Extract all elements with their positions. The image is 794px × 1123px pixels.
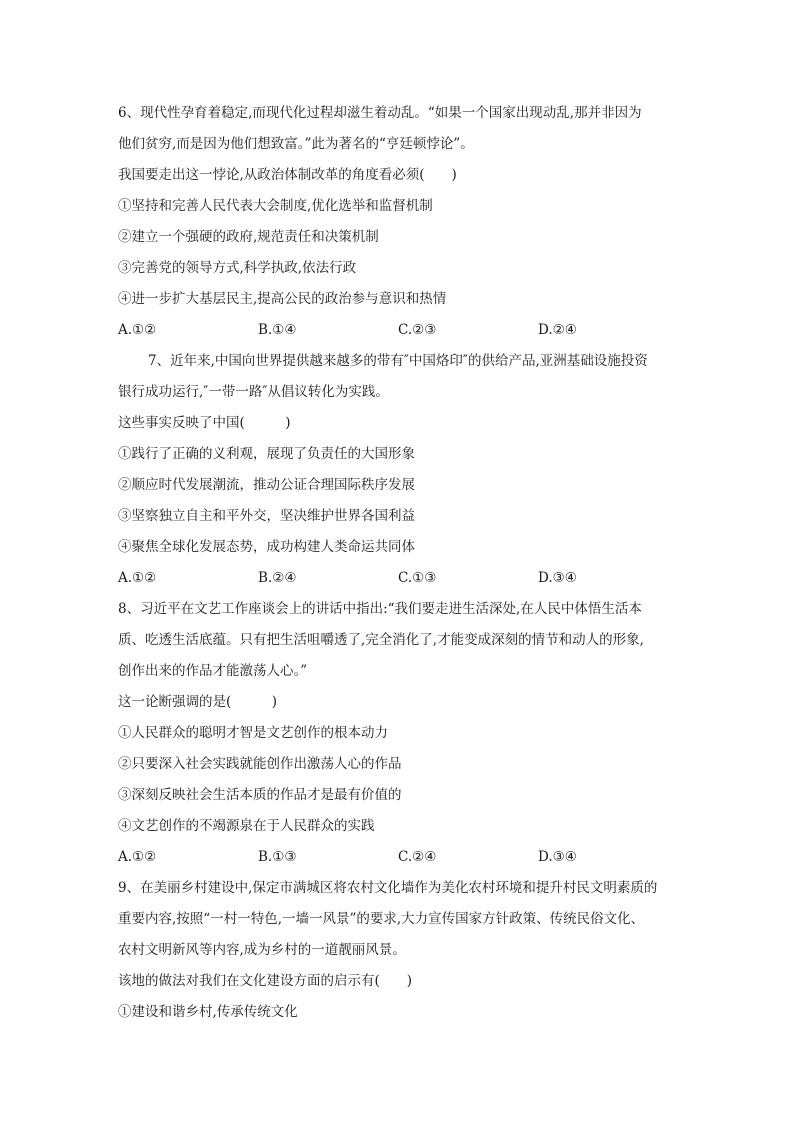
question-8-item-1: ①人民群众的聪明才智是文艺创作的根本动力 xyxy=(118,725,388,741)
question-7-stem-line-1: 7、近年来,中国向世界提供越来越多的带有″中国烙印″的供给产品,亚洲基础设施投资 xyxy=(148,353,648,369)
question-6-item-1: ①坚持和完善人民代表大会制度,优化选举和监督机制 xyxy=(118,198,433,214)
question-7-item-3: ③坚察独立自主和平外交，坚决维护世界各国利益 xyxy=(118,508,415,524)
question-8-stem-line-2: 质、吃透生活底蕴。只有把生活咀嚼透了,完全消化了,才能变成深刻的情节和动人的形象, xyxy=(118,632,644,648)
question-7-option-b: B.②④ xyxy=(258,570,297,586)
question-6-stem-line-2: 他们贫穷,而是因为他们想致富。”此为著名的“亨廷顿悖论”。 xyxy=(118,136,474,152)
question-6-option-b: B.①④ xyxy=(258,322,297,338)
question-8 xyxy=(118,594,678,873)
question-6-option-a: A.①② xyxy=(118,322,157,338)
question-9-stem-line-1: 9、在美丽乡村建设中,保定市满城区将农村文化墙作为美化农村环境和提升村民文明素质的 xyxy=(118,880,658,896)
question-9 xyxy=(118,873,678,1028)
question-6-option-c: C.②③ xyxy=(398,322,437,338)
question-6-option-d: D.②④ xyxy=(538,322,577,338)
question-6 xyxy=(118,98,678,346)
question-6-options xyxy=(118,315,678,346)
question-6-stem-line-1: 6、现代性孕育着稳定,而现代化过程却滋生着动乱。“如果一个国家出现动乱,那并非因为 xyxy=(118,105,642,121)
question-8-item-3: ③深刻反映社会生活本质的作品才是最有价值的 xyxy=(118,787,402,803)
question-8-option-b: B.①③ xyxy=(258,849,297,865)
question-7-item-2: ②顺应时代发展潮流，推动公证合理国际秩序发展 xyxy=(118,477,415,493)
question-6-item-4: ④进一步扩大基层民主,提高公民的政治参与意识和热情 xyxy=(118,291,447,307)
question-8-prompt: 这一论断强调的是( ) xyxy=(118,694,278,710)
question-9-prompt: 该地的做法对我们在文化建设方面的启示有( ) xyxy=(118,973,413,989)
question-7-options xyxy=(118,563,678,594)
question-7 xyxy=(118,346,678,594)
question-6-item-3: ③完善党的领导方式,科学执政,依法行政 xyxy=(118,260,357,276)
question-7-option-a: A.①② xyxy=(118,570,157,586)
question-8-option-d: D.③④ xyxy=(538,849,577,865)
question-7-item-4: ④聚焦全球化发展态势，成功构建人类命运共同体 xyxy=(118,539,415,555)
question-8-option-a: A.①② xyxy=(118,849,157,865)
question-6-prompt: 我国要走出这一悖论,从政治体制改革的角度看必须( ) xyxy=(118,167,457,183)
question-8-item-2: ②只要深入社会实践就能创作出激荡人心的作品 xyxy=(118,756,402,772)
question-8-stem-line-1: 8、习近平在文艺工作座谈会上的讲话中指出:“我们要走进生活深处,在人民中体悟生活本 xyxy=(118,601,642,617)
question-6-item-2: ②建立一个强硬的政府,规范责任和决策机制 xyxy=(118,229,379,245)
question-7-stem-line-2: 银行成功运行,″一带一路″从倡议转化为实践。 xyxy=(118,384,389,400)
question-7-option-c: C.①③ xyxy=(398,570,437,586)
question-7-prompt: 这些事实反映了中国( ) xyxy=(118,415,291,431)
question-8-stem-line-3: 创作出来的作品才能激荡人心。” xyxy=(118,663,308,679)
question-7-item-1: ①践行了正确的义利观，展现了负责任的大国形象 xyxy=(118,446,415,462)
question-9-stem-line-3: 农村文明新风等内容,成为乡村的一道靓丽风景。 xyxy=(118,942,406,958)
question-list xyxy=(118,98,678,1028)
question-9-stem-line-2: 重要内容,按照“一村一特色,一墙一风景”的要求,大力宣传国家方针政策、传统民俗文化、 xyxy=(118,911,645,927)
question-8-option-c: C.②④ xyxy=(398,849,437,865)
question-8-options xyxy=(118,842,678,873)
question-8-item-4: ④文艺创作的不竭源泉在于人民群众的实践 xyxy=(118,818,375,834)
question-7-option-d: D.③④ xyxy=(538,570,577,586)
question-9-item-1: ①建设和谐乡村,传承传统文化 xyxy=(118,1004,298,1020)
